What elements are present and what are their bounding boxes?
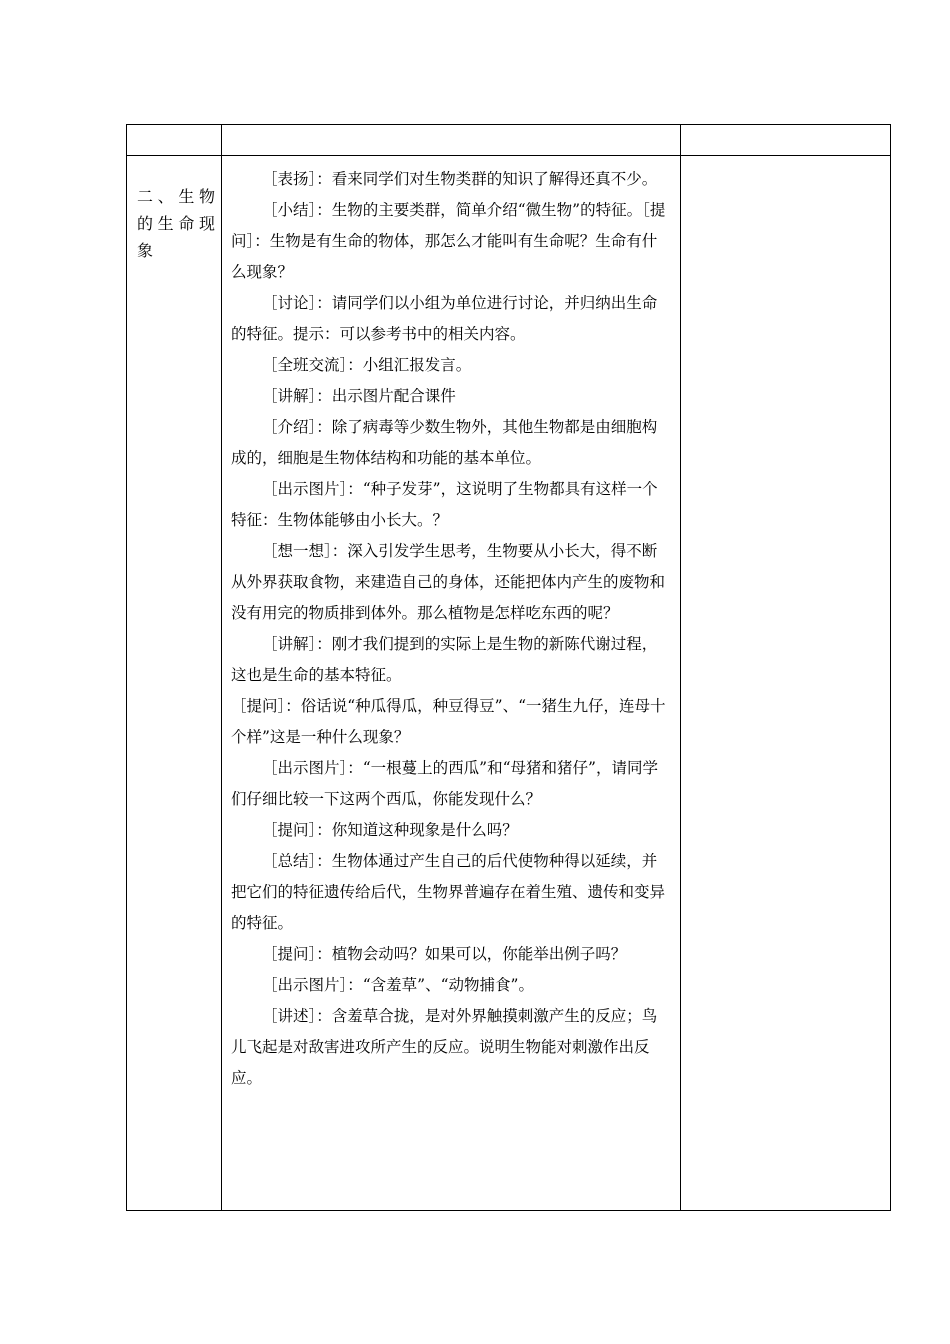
paragraph-praise: ［表扬］：看来同学们对生物类群的知识了解得还真不少。 <box>262 170 658 188</box>
table-border-right <box>890 124 891 1211</box>
paragraph-conclusion: ［总结］：生物体通过产生自己的后代使物种得以延续，并把它们的特征遗传给后代，生物界普遍存在着生殖、遗传和变异的特征。 <box>231 852 666 932</box>
paragraph-explanation-2: ［讲解］：刚才我们提到的实际上是生物的新陈代谢过程，这也是生命的基本特征。 <box>231 635 658 684</box>
column-divider-1 <box>221 124 222 1211</box>
paragraph-class-exchange: ［全班交流］：小组汇报发言。 <box>262 356 472 374</box>
paragraph-question-3: ［提问］：植物会动吗？如果可以，你能举出例子吗？ <box>262 945 627 963</box>
paragraph-question-1: ［提问］：俗话说“种瓜得瓜，种豆得豆”、“一猪生九仔，连母十个样”这是一种什么现象？ <box>231 697 666 746</box>
section-label: 二、生物的生命现象 <box>137 187 217 260</box>
table-border-top <box>126 124 891 125</box>
header-row-divider <box>126 155 891 156</box>
paragraph-show-picture-1: ［出示图片］：“种子发芽”，这说明了生物都具有这样一个特征：生物体能够由小长大。？ <box>231 480 658 529</box>
paragraph-show-picture-2: ［出示图片］：“一根蔓上的西瓜”和“母猪和猪仔”，请同学们仔细比较一下这两个西瓜，你能发现什么？ <box>231 759 658 808</box>
table-border-left <box>126 124 127 1211</box>
paragraph-show-picture-3: ［出示图片］：“含羞草”、“动物捕食”。 <box>262 976 534 994</box>
paragraph-narration: ［讲述］：含羞草合拢，是对外界触摸刺激产生的反应；鸟儿飞起是对敌害进攻所产生的反应。说明生物能对刺激作出反应。 <box>231 1007 658 1087</box>
lesson-content <box>231 164 671 1094</box>
table-border-bottom <box>126 1210 891 1211</box>
paragraph-discussion: ［讨论］：请同学们以小组为单位进行讨论，并归纳出生命的特征。提示：可以参考书中的相关内容。 <box>231 294 658 343</box>
paragraph-question-2: ［提问］：你知道这种现象是什么吗？ <box>262 821 518 839</box>
paragraph-introduction: ［介绍］：除了病毒等少数生物外，其他生物都是由细胞构成的，细胞是生物体结构和功能的基本单位。 <box>231 418 658 467</box>
paragraph-think: ［想一想］：深入引发学生思考，生物要从小长大，得不断从外界获取食物，来建造自己的身体，还能把体内产生的废物和没有用完的物质排到体外。那么植物是怎样吃东西的呢？ <box>231 542 666 622</box>
paragraph-summary: ［小结］：生物的主要类群，简单介绍“微生物”的特征。［提问］：生物是有生命的物体，那怎么才能叫有生命呢？生命有什么现象？ <box>231 201 666 281</box>
paragraph-explanation-1: ［讲解］：出示图片配合课件 <box>262 387 456 405</box>
column-divider-2 <box>680 124 681 1211</box>
